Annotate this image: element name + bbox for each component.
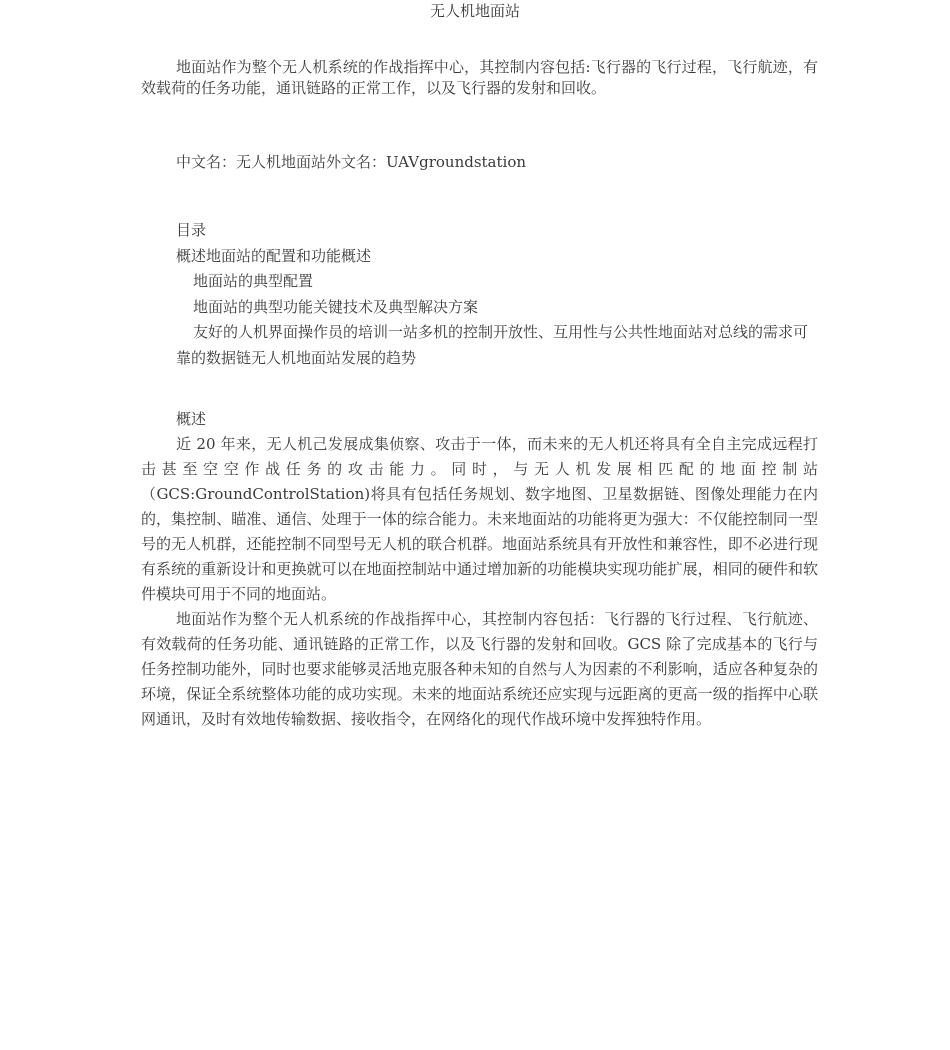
table-of-contents	[141, 218, 818, 371]
spacer	[141, 371, 818, 407]
toc-item-hmi-trends[interactable]: 友好的人机界面操作员的培训一站多机的控制开放性、互用性与公共性地面站对总线的需求可靠的数据链无人机地面站发展的趋势	[176, 323, 809, 367]
spacer	[141, 173, 818, 218]
intro-paragraph: 地面站作为整个无人机系统的作战指挥中心，其控制内容包括:飞行器的飞行过程，飞行航迹，有效载荷的任务功能，通讯链路的正常工作，以及飞行器的发射和回收。	[141, 58, 818, 97]
section-title-overview: 概述	[176, 410, 207, 428]
overview-paragraph-2: 地面站作为整个无人机系统的作战指挥中心，其控制内容包括：飞行器的飞行过程、飞行航迹、有效载荷的任务功能、通讯链路的正常工作，以及飞行器的发射和回收。GCS 除了完成基本的飞行与任务控制功能外，同时也要求能够灵活地克服各种未知的自然与人为因素的不利影响，适应各种复杂的环境，保证全系统整体功能的成功实现。未来的地面站系统还应实现与远距离的更高一级的指挥中心联网通讯，及时有效地传输数据、接收指令，在网络化的现代作战环境中发挥独特作用。	[141, 610, 818, 728]
toc-item-overview[interactable]: 概述地面站的配置和功能概述	[176, 246, 372, 265]
overview-paragraph-1: 近 20 年来，无人机己发展成集侦察、攻击于一体，而未来的无人机还将具有全自主完成远程打击甚至空空作战任务的攻击能力。同时，与无人机发展相匹配的地面控制站（GCS:GroundControlStation)将具有包括任务规划、数字地图、卫星数据链、图像处理能力在内的，集控制、瞄准、通信、处理于一体的综合能力。未来地面站的功能将更为强大：不仅能控制同一型号的无人机群，还能控制不同型号无人机的联合机群。地面站系统具有开放性和兼容性，即不必进行现有系统的重新设计和更换就可以在地面控制站中通过增加新的功能模块实现功能扩展，相同的硬件和软件模块可用于不同的地面站。	[141, 435, 818, 603]
toc-item-typical-config[interactable]: 地面站的典型配置	[193, 272, 314, 290]
page-header-title: 无人机地面站	[429, 2, 520, 20]
toc-title: 目录	[176, 221, 207, 239]
toc-item-key-tech[interactable]: 地面站的典型功能关键技术及典型解决方案	[193, 297, 479, 316]
document-body	[141, 57, 818, 732]
names-line: 中文名：无人机地面站外文名：UAVgroundstation	[176, 153, 527, 171]
spacer	[141, 99, 818, 152]
